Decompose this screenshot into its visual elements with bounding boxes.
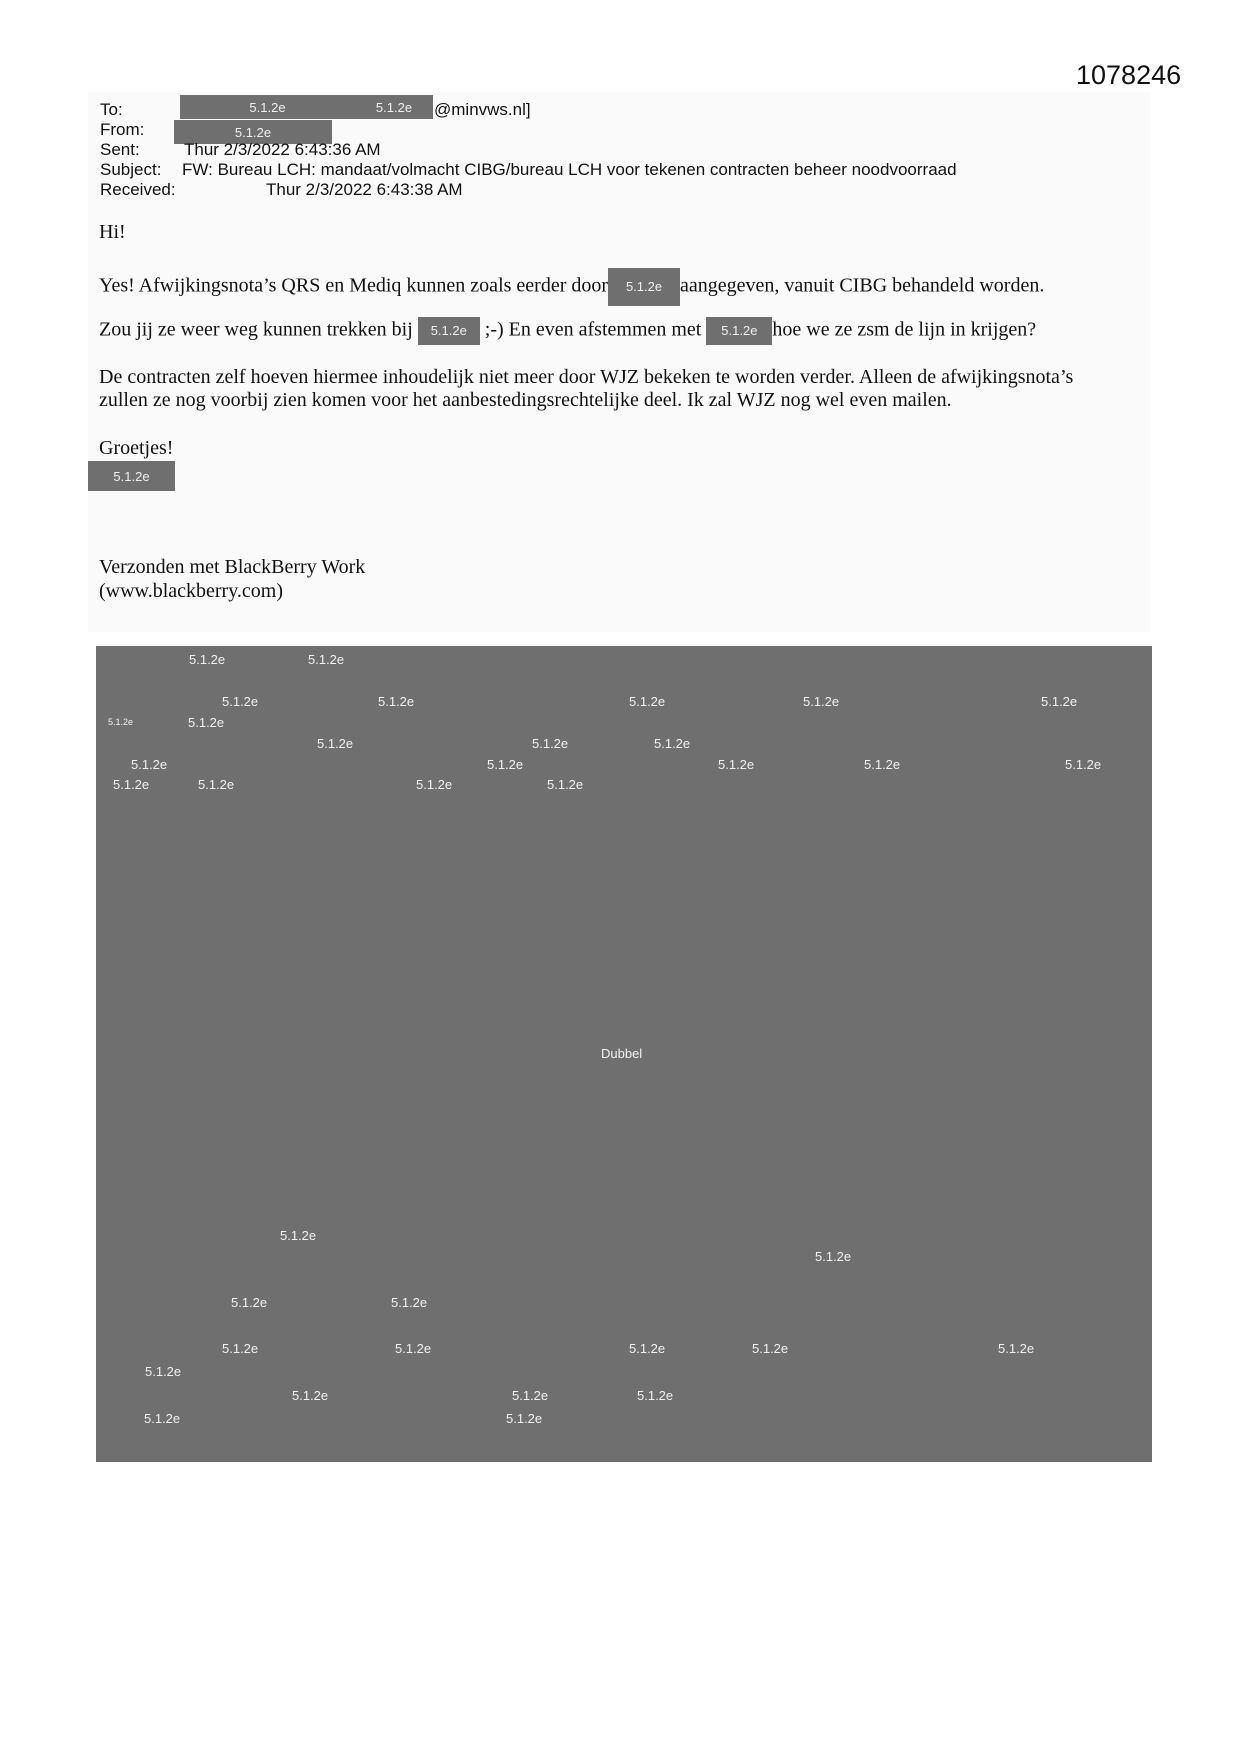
block-label: 5.1.2e <box>416 777 453 792</box>
block-label: 5.1.2e <box>532 736 569 751</box>
block-label: 5.1.2e <box>803 694 840 709</box>
inline-redaction-1: 5.1.2e <box>608 268 680 306</box>
block-center-label: Dubbel <box>601 1046 643 1061</box>
block-label: 5.1.2e <box>629 694 666 709</box>
from-redaction: 5.1.2e <box>174 120 332 144</box>
closing: Groetjes! <box>99 437 174 459</box>
sent-label: Sent: <box>100 140 140 159</box>
block-label: 5.1.2e <box>718 757 755 772</box>
sent-value: Thur 2/3/2022 6:43:36 AM <box>184 140 381 159</box>
block-label: 5.1.2e <box>378 694 415 709</box>
paragraph-1 <box>99 268 1044 306</box>
block-label: 5.1.2e <box>998 1341 1035 1356</box>
signature-redaction: 5.1.2e <box>88 461 175 491</box>
subject-label: Subject: <box>100 160 162 179</box>
greeting: Hi! <box>99 221 126 243</box>
block-label: 5.1.2e <box>1065 757 1102 772</box>
block-label: 5.1.2e <box>487 757 524 772</box>
block-label: 5.1.2e <box>198 777 235 792</box>
block-label: 5.1.2e <box>108 717 134 727</box>
to-redaction-1: 5.1.2e <box>180 95 355 119</box>
subject-value: FW: Bureau LCH: mandaat/volmacht CIBG/bureau LCH voor tekenen contracten beheer noodvoorraad <box>182 160 957 179</box>
block-label: 5.1.2e <box>547 777 584 792</box>
block-label: 5.1.2e <box>1041 694 1078 709</box>
paragraph-3-line-1: De contracten zelf hoeven hiermee inhoudelijk niet meer door WJZ bekeken te worden verder. Alleen de afwijkingsnota’s <box>99 366 1074 388</box>
block-label: 5.1.2e <box>280 1228 317 1243</box>
paragraph-2-part-c: hoe we ze zsm de lijn in krijgen? <box>772 318 1037 341</box>
block-label: 5.1.2e <box>752 1341 789 1356</box>
signature-line-1: Verzonden met BlackBerry Work <box>99 556 366 578</box>
block-label: 5.1.2e <box>395 1341 432 1356</box>
paragraph-2-part-b: ;-) En even afstemmen met <box>484 318 702 341</box>
block-label: 5.1.2e <box>188 715 225 730</box>
block-label: 5.1.2e <box>391 1295 428 1310</box>
block-label: 5.1.2e <box>231 1295 268 1310</box>
paragraph-2 <box>99 317 1036 345</box>
document-number: 1078246 <box>1076 60 1182 90</box>
redacted-block <box>96 646 1152 1462</box>
block-label: 5.1.2e <box>629 1341 666 1356</box>
inline-redaction-3: 5.1.2e <box>706 317 772 345</box>
to-redaction-2: 5.1.2e <box>355 95 433 119</box>
block-label: 5.1.2e <box>506 1411 543 1426</box>
to-label: To: <box>100 100 123 119</box>
inline-redaction-2: 5.1.2e <box>418 317 480 345</box>
to-address-suffix: @minvws.nl] <box>434 100 531 119</box>
block-label: 5.1.2e <box>189 652 226 667</box>
block-label: 5.1.2e <box>654 736 691 751</box>
block-label: 5.1.2e <box>144 1411 181 1426</box>
received-value: Thur 2/3/2022 6:43:38 AM <box>266 180 463 199</box>
signature-line-2: (www.blackberry.com) <box>99 580 283 602</box>
from-label: From: <box>100 120 145 139</box>
block-label: 5.1.2e <box>308 652 345 667</box>
block-label: 5.1.2e <box>222 1341 259 1356</box>
block-label: 5.1.2e <box>292 1388 329 1403</box>
block-label: 5.1.2e <box>145 1364 182 1379</box>
block-label: 5.1.2e <box>815 1249 852 1264</box>
paragraph-1-part-a: Yes! Afwijkingsnota’s QRS en Mediq kunnen zoals eerder door <box>99 274 609 297</box>
paragraph-1-part-b: aangegeven, vanuit CIBG behandeld worden. <box>680 274 1045 297</box>
block-label: 5.1.2e <box>637 1388 674 1403</box>
paragraph-3-line-2: zullen ze nog voorbij zien komen voor het aanbestedingsrechtelijke deel. Ik zal WJZ nog wel even mailen. <box>99 389 952 411</box>
paragraph-2-part-a: Zou jij ze weer weg kunnen trekken bij <box>99 318 413 341</box>
block-label: 5.1.2e <box>113 777 150 792</box>
block-label: 5.1.2e <box>317 736 354 751</box>
block-label: 5.1.2e <box>131 757 168 772</box>
received-label: Received: <box>100 180 176 199</box>
block-label: 5.1.2e <box>222 694 259 709</box>
block-label: 5.1.2e <box>864 757 901 772</box>
block-label: 5.1.2e <box>512 1388 549 1403</box>
